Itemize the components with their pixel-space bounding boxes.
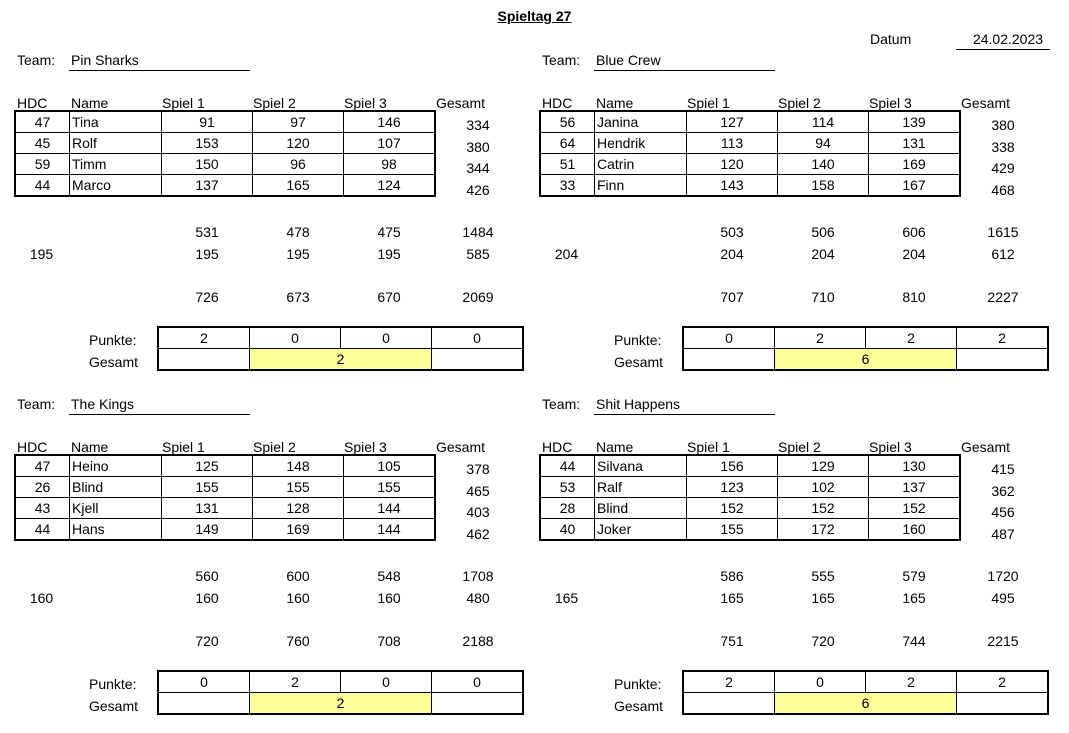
- grand-cell: 2215: [987, 633, 1019, 649]
- gesamt-empty-cell: [957, 693, 1049, 715]
- hdc-row-cell: 165: [902, 590, 926, 606]
- player-table: [539, 454, 961, 541]
- player-hdc: 51: [540, 154, 595, 175]
- player-spiel3: 131: [869, 133, 961, 154]
- player-spiel1: 123: [687, 477, 778, 498]
- punkte-cell: 0: [250, 327, 341, 349]
- player-spiel2: 140: [778, 154, 869, 175]
- player-spiel2: 120: [253, 133, 344, 154]
- player-spiel3: 160: [869, 519, 961, 541]
- team-name-underline: [69, 414, 250, 415]
- grand-cell: 670: [377, 289, 401, 305]
- player-hdc: 56: [540, 111, 595, 133]
- col-header-gesamt: Gesamt: [436, 439, 486, 455]
- col-header-hdc: HDC: [17, 439, 48, 455]
- col-header-spiel3: Spiel 3: [869, 95, 912, 111]
- col-header-gesamt: Gesamt: [961, 95, 1011, 111]
- player-spiel1: 153: [162, 133, 253, 154]
- player-spiel3: 169: [869, 154, 961, 175]
- punkte-cell: 2: [957, 327, 1049, 349]
- punkte-label: Punkte:: [89, 332, 137, 348]
- sum-cell: 560: [195, 568, 219, 584]
- sum-cell: 478: [286, 224, 310, 240]
- player-hdc: 33: [540, 175, 595, 197]
- player-spiel1: 127: [687, 111, 778, 133]
- player-spiel3: 152: [869, 498, 961, 519]
- punkte-cell: 0: [775, 671, 866, 693]
- col-header-spiel1: Spiel 1: [162, 95, 205, 111]
- sum-cell: 586: [720, 568, 744, 584]
- hdc-row-cell: 160: [377, 590, 401, 606]
- player-hdc: 47: [15, 455, 70, 477]
- team-name-underline: [69, 70, 250, 71]
- hdc-row-cell: 204: [811, 246, 835, 262]
- player-total: 415: [991, 461, 1015, 477]
- player-hdc: 45: [15, 133, 70, 154]
- player-hdc: 43: [15, 498, 70, 519]
- table-row: [15, 133, 435, 154]
- player-hdc: 44: [15, 175, 70, 197]
- sum-cell: 531: [195, 224, 219, 240]
- punkte-cell: 0: [432, 327, 524, 349]
- player-hdc: 44: [540, 455, 595, 477]
- player-total: 338: [991, 139, 1015, 155]
- grand-cell: 760: [286, 633, 310, 649]
- player-spiel3: 124: [344, 175, 436, 197]
- player-hdc: 53: [540, 477, 595, 498]
- gesamt-label: Gesamt: [89, 698, 139, 714]
- sum-cell: 600: [286, 568, 310, 584]
- player-hdc: 59: [15, 154, 70, 175]
- player-total: 456: [991, 504, 1015, 520]
- team-name: The Kings: [71, 396, 135, 412]
- gesamt-label: Gesamt: [89, 354, 139, 370]
- player-name: Ralf: [595, 477, 687, 498]
- gesamt-points-cell: 2: [250, 349, 432, 371]
- gesamt-empty-cell: [683, 693, 775, 715]
- sum-cell: 1615: [987, 224, 1019, 240]
- player-spiel2: 165: [253, 175, 344, 197]
- punkte-cell: 2: [866, 671, 957, 693]
- col-header-spiel3: Spiel 3: [344, 439, 387, 455]
- player-spiel3: 144: [344, 498, 436, 519]
- player-name: Finn: [595, 175, 687, 197]
- player-spiel1: 143: [687, 175, 778, 197]
- hdc-row-cell: 165: [720, 590, 744, 606]
- table-row: [15, 477, 435, 498]
- grand-cell: 707: [720, 289, 744, 305]
- player-spiel2: 102: [778, 477, 869, 498]
- table-row: [540, 455, 960, 477]
- punkte-cell: 0: [158, 671, 250, 693]
- col-header-spiel2: Spiel 2: [778, 439, 821, 455]
- team-block: [539, 0, 1069, 370]
- hdc-row-cell: 585: [466, 246, 490, 262]
- player-total: 462: [466, 526, 490, 542]
- table-row: [540, 133, 960, 154]
- table-row: [540, 498, 960, 519]
- hdc-total: 195: [29, 246, 54, 262]
- sum-cell: 475: [377, 224, 401, 240]
- table-row: [15, 175, 435, 197]
- gesamt-label: Gesamt: [614, 354, 664, 370]
- player-total: 468: [991, 182, 1015, 198]
- player-spiel3: 139: [869, 111, 961, 133]
- col-header-spiel2: Spiel 2: [253, 439, 296, 455]
- player-spiel2: 158: [778, 175, 869, 197]
- sum-cell: 606: [902, 224, 926, 240]
- col-header-name: Name: [596, 95, 634, 111]
- grand-cell: 710: [811, 289, 835, 305]
- datum-label: Datum: [870, 31, 912, 47]
- player-hdc: 47: [15, 111, 70, 133]
- col-header-spiel3: Spiel 3: [869, 439, 912, 455]
- player-spiel2: 97: [253, 111, 344, 133]
- player-name: Tina: [70, 111, 162, 133]
- hdc-total: 160: [29, 590, 54, 606]
- player-total: 380: [466, 139, 490, 155]
- punkte-cell: 0: [341, 671, 432, 693]
- grand-cell: 810: [902, 289, 926, 305]
- sum-cell: 579: [902, 568, 926, 584]
- gesamt-row: [683, 693, 1048, 715]
- player-total: 378: [466, 461, 490, 477]
- points-table: [157, 670, 524, 715]
- player-spiel2: 94: [778, 133, 869, 154]
- player-spiel3: 98: [344, 154, 436, 175]
- gesamt-points-cell: 6: [775, 349, 957, 371]
- col-header-gesamt: Gesamt: [961, 439, 1011, 455]
- punkte-cell: 2: [866, 327, 957, 349]
- player-name: Janina: [595, 111, 687, 133]
- player-spiel2: 152: [778, 498, 869, 519]
- player-name: Hendrik: [595, 133, 687, 154]
- player-spiel2: 148: [253, 455, 344, 477]
- player-hdc: 28: [540, 498, 595, 519]
- team-block: [14, 344, 549, 714]
- player-hdc: 44: [15, 519, 70, 541]
- col-header-spiel1: Spiel 1: [687, 439, 730, 455]
- player-total: 487: [991, 526, 1015, 542]
- page-title: Spieltag 27: [497, 8, 572, 24]
- hdc-row-cell: 195: [377, 246, 401, 262]
- hdc-row-cell: 204: [720, 246, 744, 262]
- player-total: 344: [466, 160, 490, 176]
- grand-cell: 708: [377, 633, 401, 649]
- sum-cell: 503: [720, 224, 744, 240]
- hdc-total: 165: [554, 590, 579, 606]
- gesamt-empty-cell: [158, 693, 250, 715]
- team-label: Team:: [17, 52, 56, 68]
- grand-cell: 2188: [462, 633, 494, 649]
- team-label: Team:: [542, 52, 581, 68]
- hdc-row-cell: 165: [811, 590, 835, 606]
- player-spiel1: 137: [162, 175, 253, 197]
- player-total: 362: [991, 483, 1015, 499]
- punkte-cell: 2: [683, 671, 775, 693]
- player-name: Rolf: [70, 133, 162, 154]
- col-header-gesamt: Gesamt: [436, 95, 486, 111]
- team-block: [14, 0, 549, 370]
- col-header-spiel2: Spiel 2: [778, 95, 821, 111]
- col-header-spiel3: Spiel 3: [344, 95, 387, 111]
- player-spiel1: 156: [687, 455, 778, 477]
- sum-cell: 555: [811, 568, 835, 584]
- punkte-cell: 2: [158, 327, 250, 349]
- col-header-name: Name: [71, 95, 109, 111]
- player-table: [14, 110, 436, 197]
- grand-cell: 751: [720, 633, 744, 649]
- grand-cell: 673: [286, 289, 310, 305]
- player-spiel2: 169: [253, 519, 344, 541]
- player-spiel1: 155: [687, 519, 778, 541]
- player-spiel2: 96: [253, 154, 344, 175]
- player-total: 334: [466, 117, 490, 133]
- player-table: [539, 110, 961, 197]
- punkte-cell: 2: [775, 327, 866, 349]
- grand-cell: 2069: [462, 289, 494, 305]
- player-name: Catrin: [595, 154, 687, 175]
- sum-cell: 506: [811, 224, 835, 240]
- player-table: [14, 454, 436, 541]
- player-spiel3: 167: [869, 175, 961, 197]
- grand-cell: 720: [811, 633, 835, 649]
- table-row: [540, 519, 960, 541]
- player-name: Blind: [595, 498, 687, 519]
- table-row: [540, 477, 960, 498]
- col-header-hdc: HDC: [17, 95, 48, 111]
- team-name: Shit Happens: [596, 396, 681, 412]
- player-spiel3: 130: [869, 455, 961, 477]
- player-name: Joker: [595, 519, 687, 541]
- punkte-cell: 0: [432, 671, 524, 693]
- gesamt-row: [158, 693, 523, 715]
- grand-cell: 726: [195, 289, 219, 305]
- table-row: [15, 111, 435, 133]
- team-label: Team:: [542, 396, 581, 412]
- hdc-row-cell: 495: [991, 590, 1015, 606]
- gesamt-label: Gesamt: [614, 698, 664, 714]
- punkte-cell: 0: [683, 327, 775, 349]
- player-name: Silvana: [595, 455, 687, 477]
- punkte-label: Punkte:: [614, 676, 662, 692]
- team-name: Pin Sharks: [71, 52, 139, 68]
- hdc-row-cell: 160: [195, 590, 219, 606]
- col-header-spiel1: Spiel 1: [162, 439, 205, 455]
- sum-cell: 1720: [987, 568, 1019, 584]
- punkte-label: Punkte:: [89, 676, 137, 692]
- team-label: Team:: [17, 396, 56, 412]
- grand-cell: 2227: [987, 289, 1019, 305]
- player-spiel1: 125: [162, 455, 253, 477]
- player-total: 380: [991, 117, 1015, 133]
- datum-value: 24.02.2023: [972, 31, 1044, 47]
- player-spiel1: 120: [687, 154, 778, 175]
- player-spiel3: 137: [869, 477, 961, 498]
- hdc-row-cell: 204: [902, 246, 926, 262]
- player-spiel3: 146: [344, 111, 436, 133]
- team-name: Blue Crew: [596, 52, 661, 68]
- table-row: [540, 111, 960, 133]
- gesamt-empty-cell: [432, 693, 524, 715]
- player-name: Timm: [70, 154, 162, 175]
- col-header-hdc: HDC: [542, 95, 573, 111]
- player-name: Heino: [70, 455, 162, 477]
- hdc-total: 204: [554, 246, 579, 262]
- player-spiel1: 149: [162, 519, 253, 541]
- col-header-name: Name: [71, 439, 109, 455]
- punkte-cell: 2: [250, 671, 341, 693]
- hdc-row-cell: 195: [286, 246, 310, 262]
- punkte-cell: 2: [957, 671, 1049, 693]
- player-name: Kjell: [70, 498, 162, 519]
- player-spiel2: 114: [778, 111, 869, 133]
- col-header-spiel1: Spiel 1: [687, 95, 730, 111]
- punkte-label: Punkte:: [614, 332, 662, 348]
- hdc-row-cell: 160: [286, 590, 310, 606]
- col-header-name: Name: [596, 439, 634, 455]
- player-spiel1: 113: [687, 133, 778, 154]
- team-name-underline: [594, 70, 775, 71]
- player-spiel1: 91: [162, 111, 253, 133]
- hdc-row-cell: 480: [466, 590, 490, 606]
- player-spiel3: 105: [344, 455, 436, 477]
- player-spiel2: 155: [253, 477, 344, 498]
- table-row: [15, 498, 435, 519]
- punkte-row: [158, 671, 523, 693]
- player-total: 429: [991, 160, 1015, 176]
- gesamt-points-cell: 6: [775, 693, 957, 715]
- team-block: [539, 344, 1069, 714]
- points-table: [682, 670, 1049, 715]
- player-spiel2: 129: [778, 455, 869, 477]
- hdc-row-cell: 195: [195, 246, 219, 262]
- player-spiel3: 107: [344, 133, 436, 154]
- player-spiel3: 144: [344, 519, 436, 541]
- player-hdc: 40: [540, 519, 595, 541]
- col-header-hdc: HDC: [542, 439, 573, 455]
- grand-cell: 720: [195, 633, 219, 649]
- player-spiel2: 128: [253, 498, 344, 519]
- table-row: [540, 154, 960, 175]
- player-spiel3: 155: [344, 477, 436, 498]
- gesamt-points-cell: 2: [250, 693, 432, 715]
- player-hdc: 64: [540, 133, 595, 154]
- player-spiel1: 155: [162, 477, 253, 498]
- sum-cell: 548: [377, 568, 401, 584]
- player-spiel1: 150: [162, 154, 253, 175]
- sum-cell: 1708: [462, 568, 494, 584]
- table-row: [15, 519, 435, 541]
- player-spiel2: 172: [778, 519, 869, 541]
- table-row: [540, 175, 960, 197]
- hdc-row-cell: 612: [991, 246, 1015, 262]
- table-row: [15, 154, 435, 175]
- player-total: 465: [466, 483, 490, 499]
- table-row: [15, 455, 435, 477]
- punkte-row: [683, 671, 1048, 693]
- player-total: 403: [466, 504, 490, 520]
- player-name: Marco: [70, 175, 162, 197]
- player-name: Hans: [70, 519, 162, 541]
- player-spiel1: 152: [687, 498, 778, 519]
- player-hdc: 26: [15, 477, 70, 498]
- col-header-spiel2: Spiel 2: [253, 95, 296, 111]
- team-name-underline: [594, 414, 775, 415]
- player-total: 426: [466, 182, 490, 198]
- player-spiel1: 131: [162, 498, 253, 519]
- sum-cell: 1484: [462, 224, 494, 240]
- player-name: Blind: [70, 477, 162, 498]
- punkte-cell: 0: [341, 327, 432, 349]
- grand-cell: 744: [902, 633, 926, 649]
